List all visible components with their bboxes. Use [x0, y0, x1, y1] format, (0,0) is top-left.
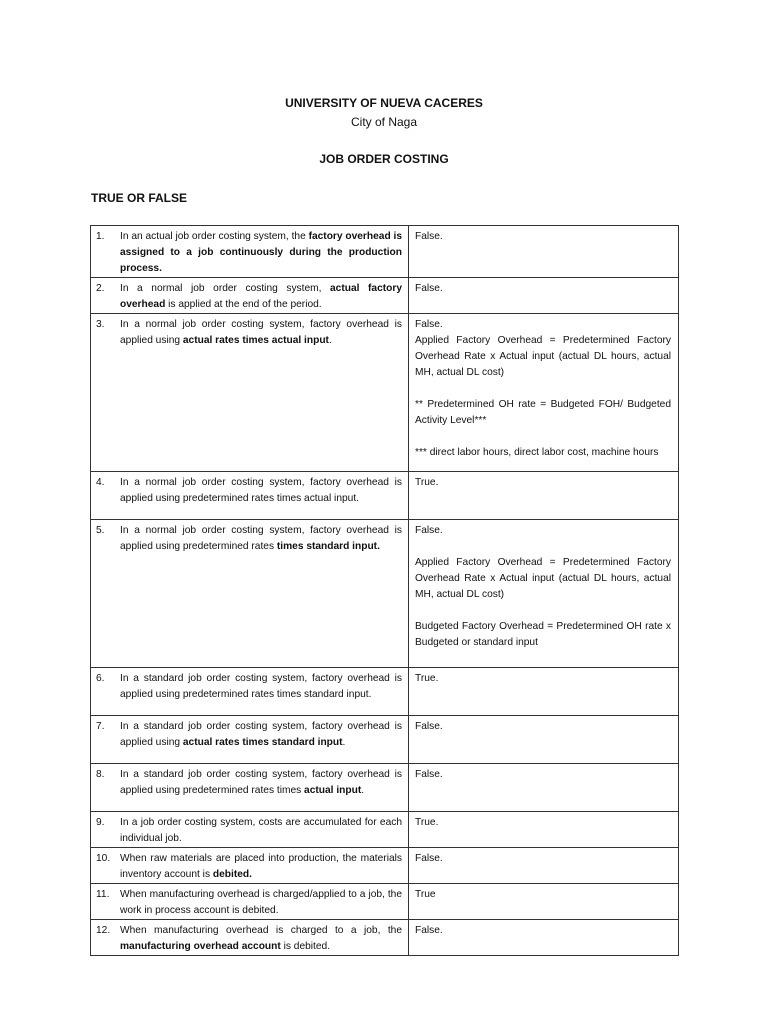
answer-cell — [409, 668, 679, 716]
question-content — [91, 226, 408, 277]
answer-cell — [409, 226, 679, 278]
answer-cell — [409, 716, 679, 764]
question-text-bold: factory overhead is assigned to a job continuously during the production process. — [120, 231, 403, 274]
question-text — [120, 815, 402, 847]
question-text-bold: actual rates times actual input — [182, 335, 329, 346]
answer-line: *** direct labor hours, direct labor cost, machine hours — [415, 447, 659, 458]
question-text-segment: is applied at the end of the period. — [165, 299, 322, 310]
question-cell — [91, 884, 409, 920]
section-title: TRUE OR FALSE — [91, 191, 188, 205]
question-number: 2. — [96, 283, 105, 294]
question-number: 5. — [96, 525, 105, 536]
question-text-segment: In a normal job order costing system, factory overhead is applied using predetermined rates — [120, 525, 402, 552]
question-content — [91, 716, 408, 751]
question-content — [91, 668, 408, 703]
question-text-bold: actual rates times standard input — [182, 737, 343, 748]
question-content — [91, 812, 408, 847]
answer-cell — [409, 884, 679, 920]
question-number: 11. — [96, 889, 110, 900]
question-text — [120, 719, 402, 751]
answer-spacer — [415, 539, 671, 555]
question-content — [91, 884, 408, 919]
answer-text — [415, 671, 671, 687]
question-number: 7. — [96, 721, 105, 732]
question-text — [120, 475, 402, 507]
question-cell — [91, 920, 409, 956]
question-text-segment: is debited. — [280, 941, 331, 952]
table-row — [91, 226, 679, 278]
table-row — [91, 278, 679, 314]
question-text-segment: When manufacturing overhead is charged to a job, the — [120, 925, 402, 936]
question-number: 6. — [96, 673, 105, 684]
table-row — [91, 716, 679, 764]
question-text-segment: . — [361, 785, 365, 796]
question-text-segment: . — [328, 335, 332, 346]
question-text-segment: In a job order costing system, costs are accumulated for each individual job. — [120, 817, 402, 844]
answer-text — [415, 923, 671, 939]
answer-text — [415, 523, 671, 667]
question-text — [120, 767, 402, 799]
question-content — [91, 920, 408, 955]
answer-line: ** Predetermined OH rate = Budgeted FOH/ Budgeted Activity Level*** — [415, 399, 671, 426]
question-text — [120, 887, 402, 919]
question-cell — [91, 278, 409, 314]
answer-text — [415, 719, 671, 735]
answer-line: Applied Factory Overhead = Predetermined Factory Overhead Rate x Actual input (actual DL hours, actual MH, actual DL cost) — [415, 557, 671, 600]
question-number: 8. — [96, 769, 105, 780]
question-text-segment: In a standard job order costing system, factory overhead is applied using predetermined rates times — [120, 769, 402, 796]
question-text-bold: actual input — [304, 785, 362, 796]
answer-spacer — [415, 603, 671, 619]
question-text — [120, 317, 402, 349]
answer-cell — [409, 812, 679, 848]
answer-spacer — [415, 651, 671, 667]
answer-text — [415, 887, 671, 903]
question-content — [91, 314, 408, 349]
answer-line: True — [415, 889, 436, 900]
question-cell — [91, 716, 409, 764]
question-text — [120, 923, 402, 955]
answer-line: False. — [415, 283, 443, 294]
table-row — [91, 764, 679, 812]
answer-line: False. — [415, 231, 443, 242]
table-row — [91, 314, 679, 472]
answer-line: False. — [415, 319, 443, 330]
answer-cell — [409, 472, 679, 520]
true-false-table-body — [91, 226, 679, 956]
question-number: 9. — [96, 817, 105, 828]
question-cell — [91, 472, 409, 520]
question-number: 1. — [96, 231, 105, 242]
question-number: 10. — [96, 853, 111, 864]
answer-text — [415, 317, 671, 461]
question-text-bold: actual factory overhead — [120, 283, 402, 310]
question-text — [120, 229, 402, 277]
question-text — [120, 281, 402, 313]
table-row — [91, 812, 679, 848]
question-content — [91, 278, 408, 313]
city-name: City of Naga — [350, 115, 418, 129]
question-number: 12. — [96, 925, 111, 936]
question-cell — [91, 314, 409, 472]
answer-line: False. — [415, 525, 443, 536]
answer-text — [415, 281, 671, 297]
answer-spacer — [415, 429, 671, 445]
answer-spacer — [415, 381, 671, 397]
answer-line: Applied Factory Overhead = Predetermined Factory Overhead Rate x Actual input (actual DL hours, actual MH, actual DL cost) — [415, 335, 671, 378]
question-text-segment: When raw materials are placed into production, the materials inventory account is — [120, 853, 402, 880]
question-cell — [91, 226, 409, 278]
table-row — [91, 848, 679, 884]
question-cell — [91, 520, 409, 668]
question-text-bold: times standard input. — [276, 541, 380, 552]
table-row — [91, 668, 679, 716]
answer-text — [415, 815, 671, 831]
table-row — [91, 520, 679, 668]
question-cell — [91, 848, 409, 884]
question-text-segment: . — [342, 737, 346, 748]
question-text-segment: In a standard job order costing system, factory overhead is applied using — [120, 721, 402, 748]
answer-text — [415, 229, 671, 245]
question-text-bold: debited. — [212, 869, 252, 880]
question-cell — [91, 668, 409, 716]
question-text — [120, 523, 402, 555]
question-content — [91, 520, 408, 555]
answer-text — [415, 475, 671, 491]
question-cell — [91, 812, 409, 848]
answer-line: True. — [415, 673, 439, 684]
question-text — [120, 671, 402, 703]
question-content — [91, 764, 408, 799]
question-cell — [91, 764, 409, 812]
question-number: 3. — [96, 319, 105, 330]
answer-line: False. — [415, 925, 443, 936]
answer-text — [415, 767, 671, 783]
answer-line: False. — [415, 721, 443, 732]
document-title: JOB ORDER COSTING — [319, 152, 449, 166]
answer-cell — [409, 520, 679, 668]
answer-line: True. — [415, 477, 439, 488]
answer-cell — [409, 278, 679, 314]
answer-cell — [409, 848, 679, 884]
question-text-segment: In a normal job order costing system, factory overhead is applied using — [120, 319, 402, 346]
question-text-segment: In an actual job order costing system, the — [120, 231, 309, 242]
answer-cell — [409, 314, 679, 472]
question-text-segment: When manufacturing overhead is charged/applied to a job, the work in process account is debited. — [120, 889, 402, 916]
question-text-segment: In a standard job order costing system, factory overhead is applied using predetermined rates times standard input. — [120, 673, 402, 700]
answer-line: False. — [415, 853, 443, 864]
question-content — [91, 472, 408, 507]
question-content — [91, 848, 408, 883]
answer-line: True. — [415, 817, 439, 828]
table-row — [91, 472, 679, 520]
table-row — [91, 920, 679, 956]
question-text-segment: In a normal job order costing system, — [120, 283, 331, 294]
true-false-table — [90, 225, 679, 956]
question-number: 4. — [96, 477, 105, 488]
answer-text — [415, 851, 671, 867]
answer-line: Budgeted Factory Overhead = Predetermined OH rate x Budgeted or standard input — [415, 621, 671, 648]
university-name: UNIVERSITY OF NUEVA CACERES — [285, 96, 483, 110]
answer-cell — [409, 920, 679, 956]
table-row — [91, 884, 679, 920]
question-text — [120, 851, 402, 883]
question-text-bold: manufacturing overhead account — [120, 941, 281, 952]
question-text-segment: In a normal job order costing system, factory overhead is applied using predetermined rates times actual input. — [120, 477, 402, 504]
answer-cell — [409, 764, 679, 812]
answer-line: False. — [415, 769, 443, 780]
